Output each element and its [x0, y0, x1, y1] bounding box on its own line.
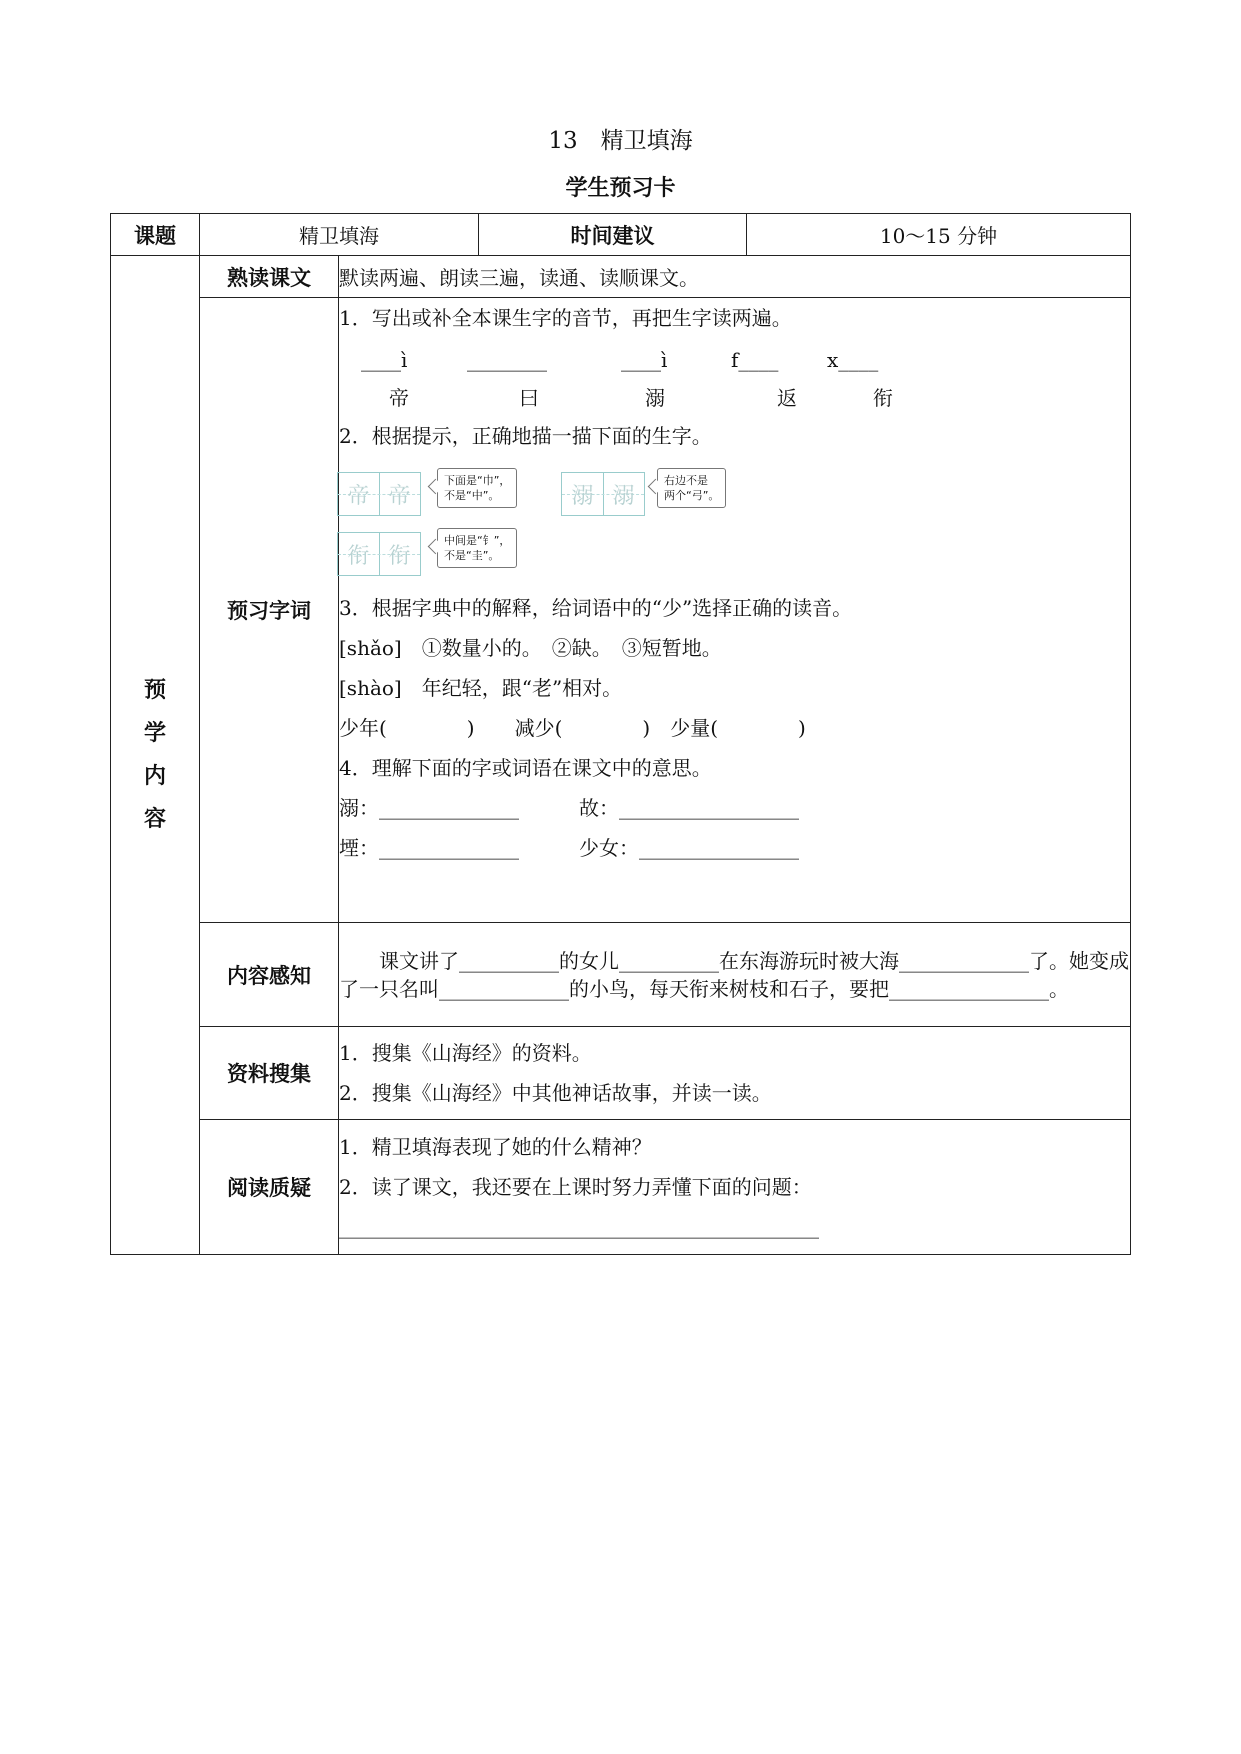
character: 溺 [645, 386, 665, 410]
research-item: 2．搜集《山海经》中其他神话故事，并读一读。 [339, 1081, 772, 1105]
vocab-q2: 2．根据提示，正确地描一描下面的生字。 [339, 424, 712, 448]
research-content [339, 1027, 1131, 1120]
content-label: 内容感知 [200, 923, 339, 1027]
content-text: 课文讲了__________的女儿__________在东海游玩时被大海_____________了。她变成了一只名叫_____________的小鸟，每天衔来树枝和石子，要把________________。 [339, 948, 1129, 1001]
definition-shao3: [shǎo] ①数量小的。 ②缺。 ③短暂地。 [339, 636, 722, 660]
research-label: 资料搜集 [200, 1027, 339, 1120]
tip-note: 下面是“巾”， 不是“中”。 [437, 468, 517, 508]
section-label: 预 学 内 容 [111, 256, 200, 1255]
pinyin-blank: f____ [731, 348, 779, 372]
word-choices: 少年( ) 减少( ) 少量( ) [339, 716, 806, 740]
pinyin-blank: ____ì [621, 348, 668, 372]
questions-label: 阅读质疑 [200, 1120, 339, 1255]
content-cell [339, 923, 1131, 1027]
vocab-content [339, 298, 1131, 923]
pinyin-blank: x____ [827, 348, 879, 372]
character: 帝 [389, 386, 409, 410]
vocab-q3: 3．根据字典中的解释，给词语中的“少”选择正确的读音。 [339, 596, 853, 620]
definition-shao4: [shào] 年纪轻，跟“老”相对。 [339, 676, 623, 700]
topic-label: 课题 [111, 214, 200, 256]
reading-label: 熟读课文 [200, 256, 339, 298]
tracing-grid: 衔 衔 [337, 532, 421, 576]
research-item: 1．搜集《山海经》的资料。 [339, 1041, 592, 1065]
tracing-grid: 帝 帝 [337, 472, 421, 516]
lesson-title: 13 精卫填海 [548, 128, 693, 154]
pinyin-blanks [339, 344, 1130, 378]
character: 返 [777, 386, 797, 410]
preview-card-table [110, 213, 1131, 1255]
questions-content [339, 1120, 1131, 1255]
reading-text: 默读两遍、朗读三遍，读通、读顺课文。 [339, 256, 1131, 298]
answer-blank: ________________________________________________ [339, 1215, 819, 1239]
vocab-label: 预习字词 [200, 298, 339, 923]
tracing-grid: 溺 溺 [561, 472, 645, 516]
new-characters [339, 378, 1130, 418]
meaning-line-1: 溺：______________ 故：__________________ [339, 796, 799, 820]
pinyin-blank: ________ [467, 348, 547, 372]
time-label: 时间建议 [479, 214, 747, 256]
card-title: 学生预习卡 [565, 176, 676, 201]
tip-note: 中间是“钅”， 不是“圭”。 [437, 528, 517, 568]
vocab-q1: 1．写出或补全本课生字的音节，再把生字读两遍。 [339, 306, 792, 330]
character: 曰 [519, 386, 539, 410]
topic-value: 精卫填海 [200, 214, 479, 256]
question-item: 2．读了课文，我还要在上课时努力弄懂下面的问题： [339, 1175, 812, 1199]
time-value: 10～15 分钟 [747, 214, 1131, 256]
pinyin-blank: ____ì [361, 348, 408, 372]
vocab-q4: 4．理解下面的字或词语在课文中的意思。 [339, 756, 712, 780]
question-item: 1．精卫填海表现了她的什么精神？ [339, 1135, 652, 1159]
tracing-area [339, 462, 1130, 632]
character: 衔 [873, 386, 893, 410]
meaning-line-2: 堙：______________ 少女：________________ [339, 836, 799, 860]
tip-note: 右边不是 两个“弓”。 [657, 468, 726, 508]
